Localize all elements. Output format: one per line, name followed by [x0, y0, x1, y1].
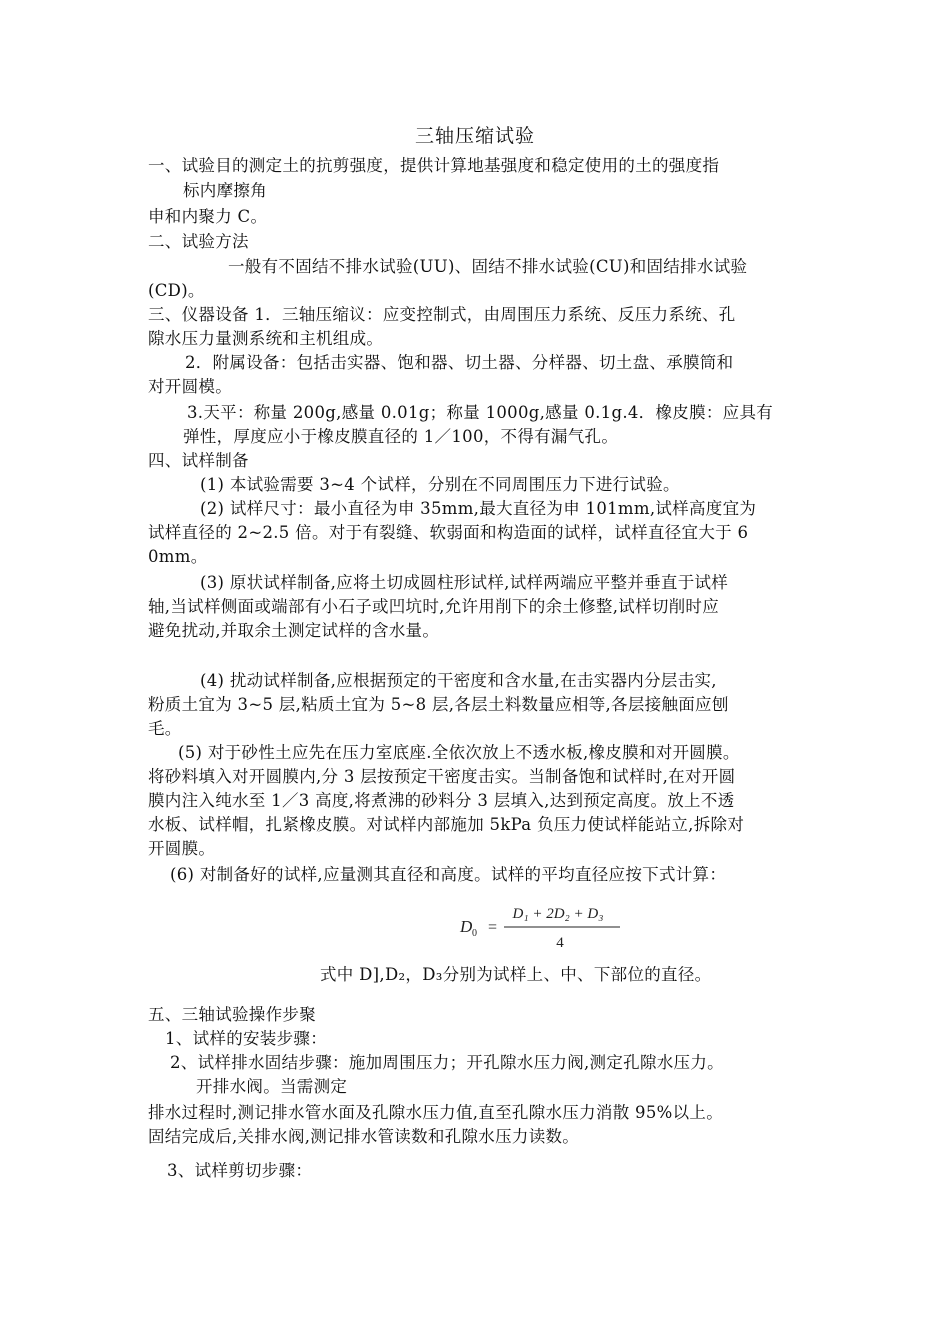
text-line: 1、试样的安装步骤：: [165, 1029, 327, 1048]
formula-average-diameter: [458, 898, 628, 954]
text-line: 五、三轴试验操作步聚: [148, 1005, 316, 1024]
text-line: 四、试样制备: [148, 451, 249, 470]
text-line: 排水过程时,测记排水管水面及孔隙水压力值,直至孔隙水压力消散 95%以上。: [148, 1103, 724, 1122]
formula-denominator: 4: [556, 935, 564, 951]
formula-equals: =: [488, 919, 498, 936]
text-line: 3.天平：称量 200g,感量 0.01g；称量 1000g,感量 0.1g.4．橡皮膜：应具有: [187, 403, 774, 422]
text-line: 膜内注入纯水至 1／3 高度,将煮沸的砂料分 3 层填入,达到预定高度。放上不透: [148, 791, 735, 810]
text-line: (CD)。: [148, 281, 205, 300]
text-line: 试样直径的 2~2.5 倍。对于有裂缝、软弱面和构造面的试样，试样直径宜大于 6: [148, 523, 749, 542]
text-line: 0mm。: [148, 547, 208, 566]
text-line: (2) 试样尺寸：最小直径为申 35mm,最大直径为申 101mm,试样高度宜为: [200, 499, 757, 518]
text-line: 2．附属设备：包括击实器、饱和器、切土器、分样器、切土盘、承膜筒和: [185, 353, 734, 372]
text-line: 将砂料填入对开圆膜内,分 3 层按预定干密度击实。当制备饱和试样时,在对开圆: [148, 767, 736, 786]
text-line: 3、试样剪切步骤：: [167, 1161, 313, 1180]
text-line: 2、试样排水固结步骤：施加周围压力；开孔隙水压力阀,测定孔隙水压力。: [170, 1053, 724, 1072]
text-line: (4) 扰动试样制备,应根据预定的干密度和含水量,在击实器内分层击实,: [200, 671, 717, 690]
text-line: 式中 D],D₂，D₃分别为试样上、中、下部位的直径。: [320, 965, 712, 984]
text-line: (5) 对于砂性土应先在压力室底座.全依次放上不透水板,橡皮膜和对开圆膜。: [178, 743, 740, 762]
text-line: 开排水阀。当需测定: [196, 1077, 348, 1096]
text-line: 隙水压力量测系统和主机组成。: [148, 329, 384, 348]
formula-lhs-sub: 0: [472, 928, 477, 939]
text-line: 轴,当试样侧面或端部有小石子或凹坑时,允许用削下的余土修整,试样切削时应: [148, 597, 720, 616]
text-line: 固结完成后,关排水阀,测记排水管读数和孔隙水压力读数。: [148, 1127, 580, 1146]
text-line: 申和内聚力 C。: [148, 207, 268, 226]
text-line: 标内摩擦角: [183, 181, 267, 200]
text-line: 避免扰动,并取余土测定试样的含水量。: [148, 621, 440, 640]
page-title: 三轴压缩试验: [414, 125, 535, 147]
text-line: 毛。: [148, 719, 182, 738]
text-line: (6) 对制备好的试样,应量测其直径和高度。试样的平均直径应按下式计算：: [170, 865, 727, 884]
formula-lhs: D: [460, 917, 473, 936]
text-line: 弹性，厚度应小于橡皮膜直径的 1／100，不得有漏气孔。: [183, 427, 619, 446]
text-line: 二、试验方法: [148, 232, 249, 251]
text-line: 粉质土宜为 3~5 层,粘质土宜为 5~8 层,各层土料数量应相等,各层接触面应刨: [148, 695, 729, 714]
text-line: 三、仪器设备 1．三轴压缩议：应变控制式，由周围压力系统、反压力系统、孔: [148, 305, 736, 324]
text-line: 开圆膜。: [148, 839, 216, 858]
text-line: 一、试验目的测定土的抗剪强度，提供计算地基强度和稳定使用的土的强度指: [148, 156, 720, 175]
text-line: 水板、试样帽，扎紧橡皮膜。对试样内部施加 5kPa 负压力使试样能站立,拆除对: [148, 815, 745, 834]
formula-numerator: D₁ + 2D₂ + D₃: [512, 906, 604, 922]
text-line: (3) 原状试样制备,应将土切成圆柱形试样,试样两端应平整并垂直于试样: [200, 573, 729, 592]
text-line: 一般有不固结不排水试验(UU)、固结不排水试验(CU)和固结排水试验: [228, 257, 748, 276]
text-line: (1) 本试验需要 3~4 个试样，分别在不同周围压力下进行试验。: [200, 475, 680, 494]
text-line: 对开圆模。: [148, 377, 232, 396]
